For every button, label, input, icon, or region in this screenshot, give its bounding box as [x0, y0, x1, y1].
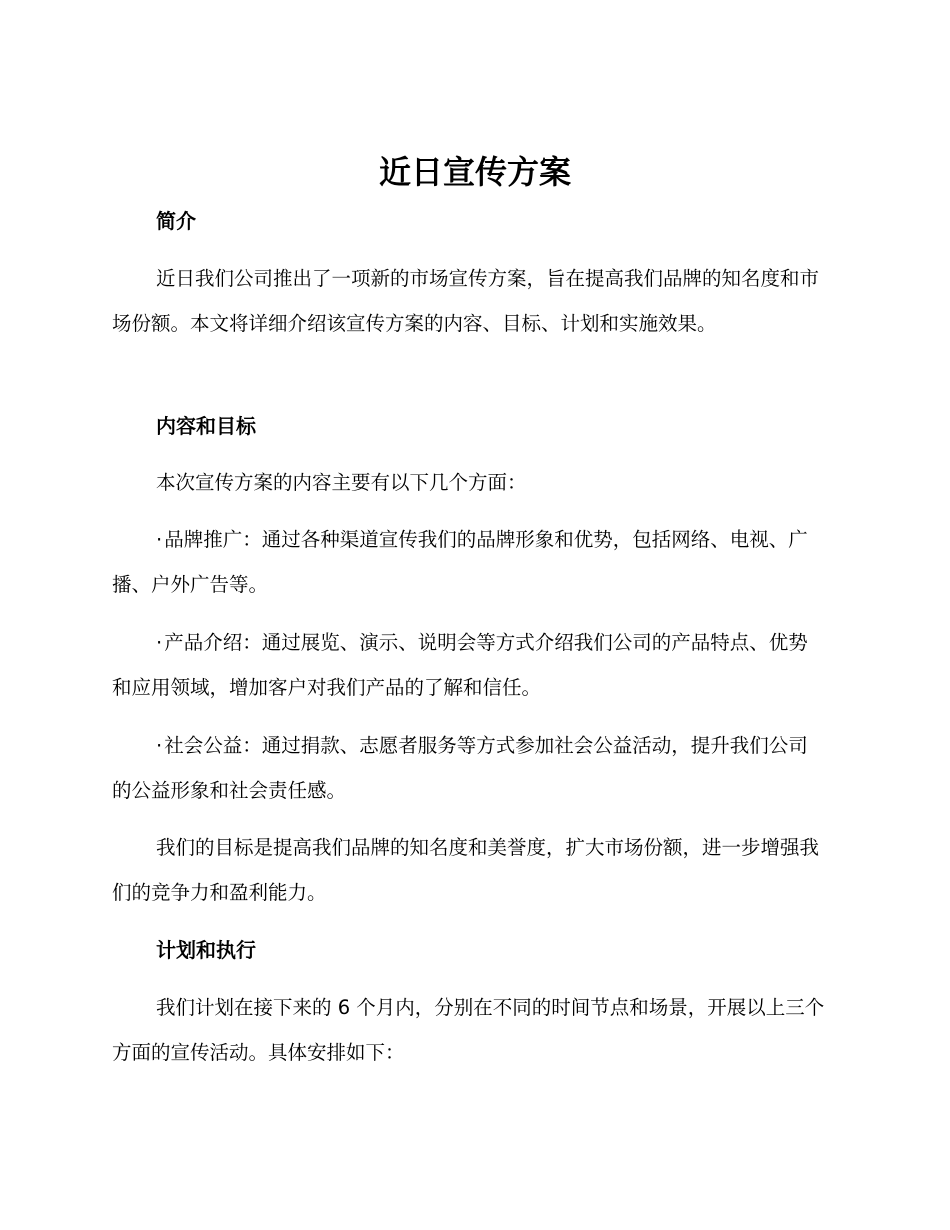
bullet-text: 社会公益：通过捐款、志愿者服务等方式参加社会公益活动，提升我们公司的公益形象和社会责任感。	[112, 734, 808, 802]
bullet-item-product	[112, 620, 824, 710]
bullet-item-public-welfare	[112, 723, 824, 813]
goal-paragraph: 我们的目标是提高我们品牌的知名度和美誉度，扩大市场份额，进一步增强我们的竞争力和盈利能力。	[112, 836, 820, 904]
bullet-dot: ·	[156, 528, 163, 551]
document-title: 近日宣传方案	[378, 153, 571, 191]
content-intro-paragraph: 本次宣传方案的内容主要有以下几个方面：	[156, 471, 527, 494]
bullet-dot: ·	[156, 631, 163, 654]
section-heading-plan-execution: 计划和执行	[156, 938, 256, 962]
section-heading-content-goals: 内容和目标	[156, 414, 256, 438]
bullet-dot: ·	[156, 734, 163, 757]
bullet-text: 产品介绍：通过展览、演示、说明会等方式介绍我们公司的产品特点、优势和应用领域，增加客户对我们产品的了解和信任。	[112, 631, 808, 699]
plan-paragraph: 我们计划在接下来的 6 个月内，分别在不同的时间节点和场景，开展以上三个方面的宣传活动。具体安排如下：	[112, 996, 825, 1064]
bullet-text: 品牌推广：通过各种渠道宣传我们的品牌形象和优势，包括网络、电视、广播、户外广告等。	[112, 528, 808, 596]
intro-paragraph: 近日我们公司推出了一项新的市场宣传方案，旨在提高我们品牌的知名度和市场份额。本文将详细介绍该宣传方案的内容、目标、计划和实施效果。	[112, 267, 820, 335]
bullet-item-brand	[112, 517, 824, 607]
section-heading-intro: 简介	[156, 209, 196, 233]
